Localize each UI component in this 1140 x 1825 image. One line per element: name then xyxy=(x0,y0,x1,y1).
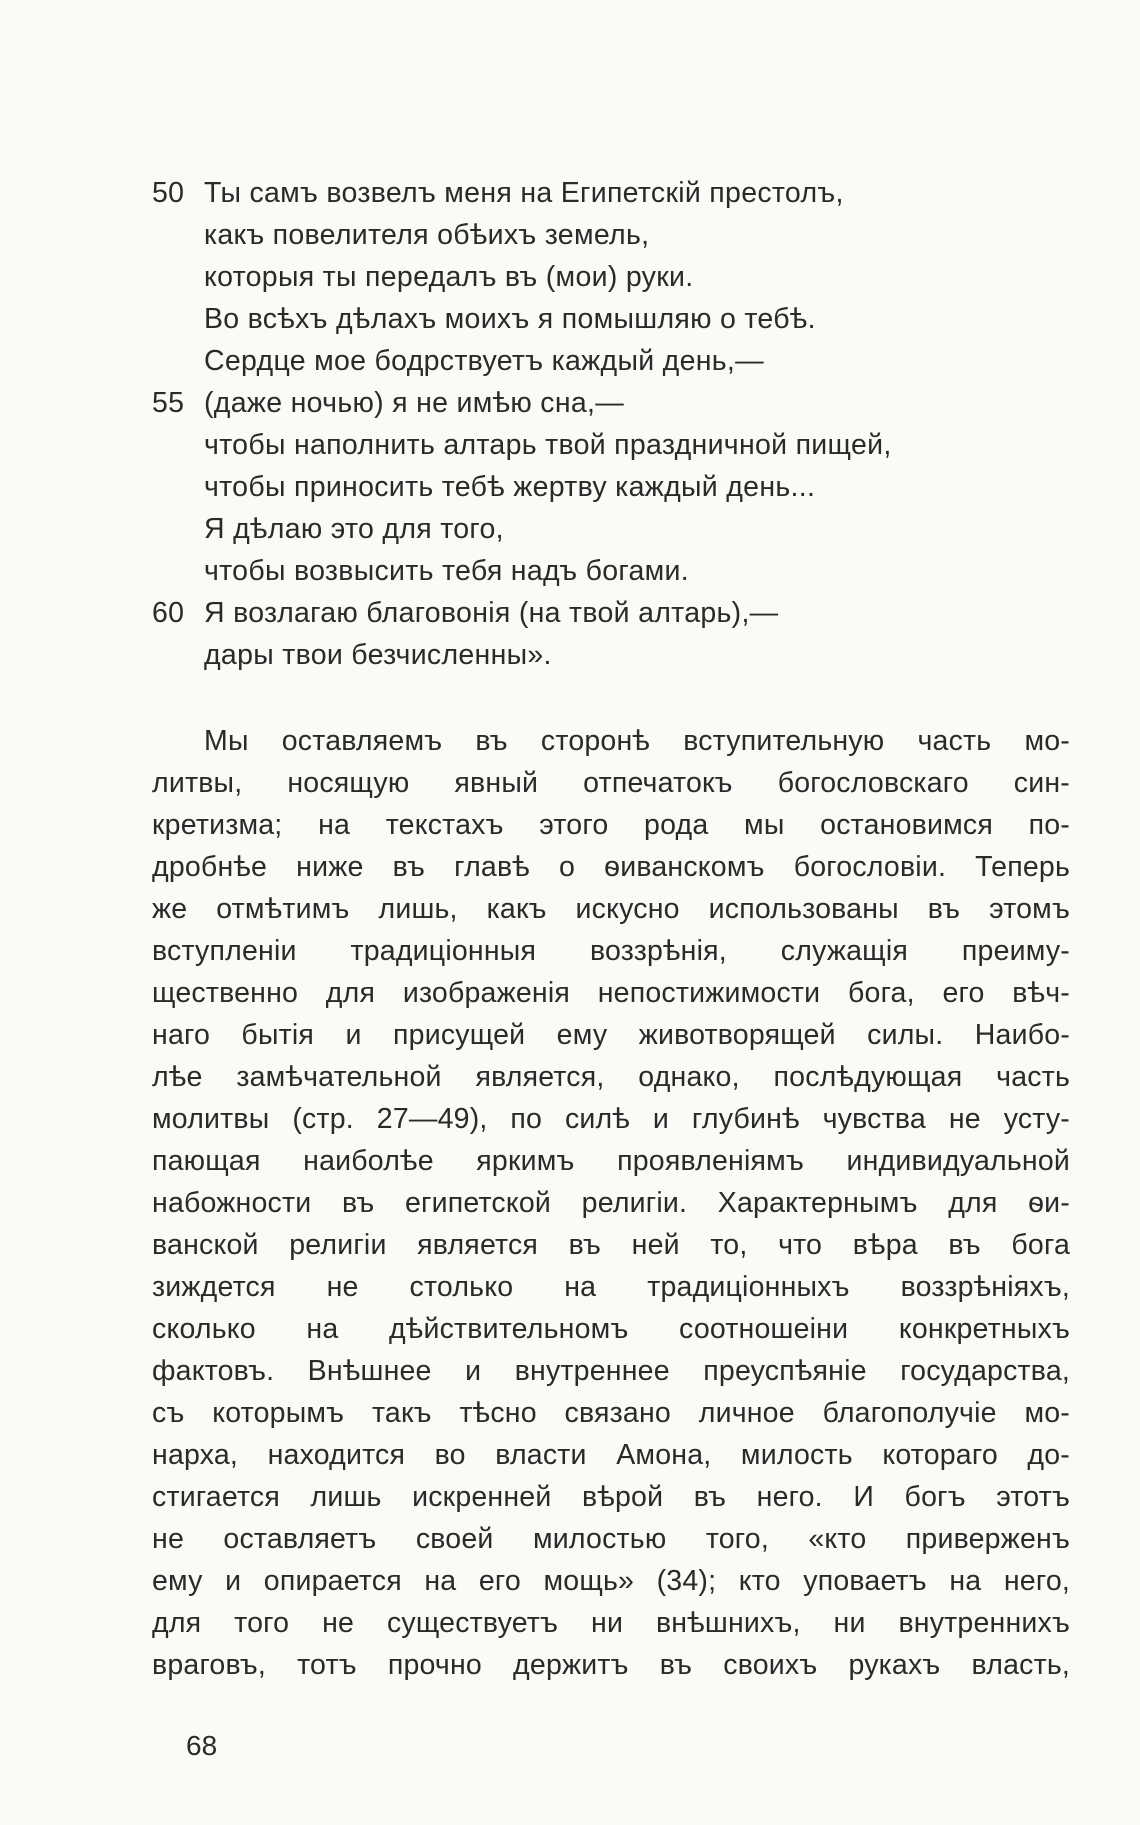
prose-line: кретизма; на текстахъ этого рода мы остановимся по- xyxy=(152,809,1070,841)
verse-text: Я возлагаю благовонія (на твой алтарь),— xyxy=(204,597,779,629)
verse-text: чтобы наполнить алтарь твой праздничной пищей, xyxy=(204,429,892,461)
prose-line: дробнѣе ниже въ главѣ о ѳиванскомъ богословіи. Теперь xyxy=(152,851,1070,883)
prose-line: враговъ, тотъ прочно держитъ въ своихъ рукахъ власть, xyxy=(152,1649,1070,1681)
prose-line: лѣе замѣчательной является, однако, послѣдующая часть xyxy=(152,1061,1070,1093)
poem-block xyxy=(152,172,1092,676)
prose-line: набожности въ египетской религіи. Характернымъ для ѳи- xyxy=(152,1187,1070,1219)
prose-line: вступленіи традиціонныя воззрѣнія, служащія преиму- xyxy=(152,935,1070,967)
prose-line: пающая наиболѣе яркимъ проявленіямъ индивидуальной xyxy=(152,1145,1070,1177)
prose-line: сколько на дѣйствительномъ соотношеіни конкретныхъ xyxy=(152,1313,1070,1345)
prose-line: молитвы (стр. 27—49), по силѣ и глубинѣ чувства не усту- xyxy=(152,1103,1070,1135)
prose-line: ему и опирается на его мощь» (34); кто уповаетъ на него, xyxy=(152,1565,1070,1597)
prose-line: не оставляетъ своей милостью того, «кто приверженъ xyxy=(152,1523,1070,1555)
verse-line xyxy=(152,172,1092,214)
prose-line: же отмѣтимъ лишь, какъ искусно использованы въ этомъ xyxy=(152,893,1070,925)
prose-line: наго бытія и присущей ему животворящей силы. Наибо- xyxy=(152,1019,1070,1051)
page-number: 68 xyxy=(186,1730,218,1761)
verse-line xyxy=(152,298,1092,340)
verse-text: дары твои безчисленны». xyxy=(204,639,552,671)
prose-line: съ которымъ такъ тѣсно связано личное благополучіе мо- xyxy=(152,1397,1070,1429)
verse-text: чтобы возвысить тебя надъ богами. xyxy=(204,555,689,587)
verse-text: которыя ты передалъ въ (мои) руки. xyxy=(204,261,694,293)
verse-text: Во всѣхъ дѣлахъ моихъ я помышляю о тебѣ. xyxy=(204,303,816,335)
verse-text: Я дѣлаю это для того, xyxy=(204,513,504,545)
verse-line xyxy=(152,466,1092,508)
prose-line: щественно для изображенія непостижимости бога, его вѣч- xyxy=(152,977,1070,1009)
prose-line: Мы оставляемъ въ сторонѣ вступительную часть мо- xyxy=(204,725,1070,757)
verse-line xyxy=(152,550,1092,592)
verse-line xyxy=(152,382,1092,424)
prose-line: литвы, носящую явный отпечатокъ богословскаго син- xyxy=(152,767,1070,799)
verse-number: 50 xyxy=(152,177,185,209)
verse-line xyxy=(152,214,1092,256)
verse-line xyxy=(152,634,1092,676)
verse-number: 60 xyxy=(152,597,185,629)
prose-line: фактовъ. Внѣшнее и внутреннее преуспѣяніе государства, xyxy=(152,1355,1070,1387)
verse-text: какъ повелителя обѣихъ земель, xyxy=(204,219,650,251)
verse-text: (даже ночью) я не имѣю сна,— xyxy=(204,387,625,419)
verse-number: 55 xyxy=(152,387,185,419)
prose-line: для того не существуетъ ни внѣшнихъ, ни внутреннихъ xyxy=(152,1607,1070,1639)
verse-line xyxy=(152,424,1092,466)
verse-line xyxy=(152,508,1092,550)
prose-line: стигается лишь искренней вѣрой въ него. И богъ этотъ xyxy=(152,1481,1070,1513)
verse-text: Ты самъ возвелъ меня на Египетскій престолъ, xyxy=(204,177,844,209)
verse-text: Сердце мое бодрствуетъ каждый день,— xyxy=(204,345,764,377)
verse-text: чтобы приносить тебѣ жертву каждый день... xyxy=(204,471,816,503)
verse-line xyxy=(152,256,1092,298)
prose-line: зиждется не столько на традиціонныхъ воззрѣніяхъ, xyxy=(152,1271,1070,1303)
prose-line: нарха, находится во власти Амона, милость котораго до- xyxy=(152,1439,1070,1471)
prose-line: ванской религіи является въ ней то, что вѣра въ бога xyxy=(152,1229,1070,1261)
verse-line xyxy=(152,592,1092,634)
verse-line xyxy=(152,340,1092,382)
prose-paragraph xyxy=(152,720,1070,1686)
